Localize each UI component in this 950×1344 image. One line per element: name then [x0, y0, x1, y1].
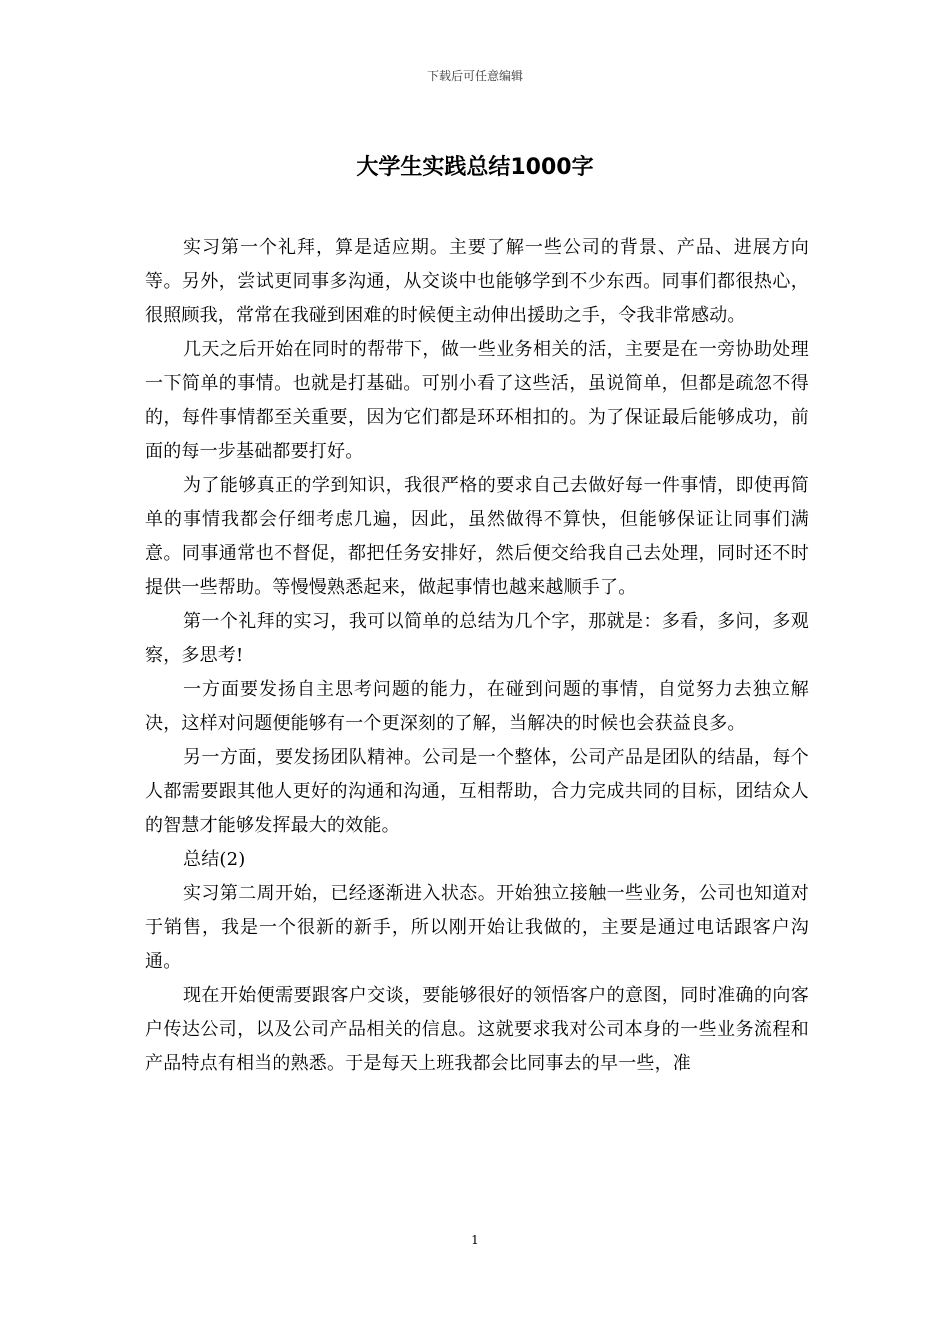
page-header: 下载后可任意编辑	[426, 69, 523, 83]
paragraph: 第一个礼拜的实习，我可以简单的总结为几个字，那就是：多看，多问，多观察，多思考!	[145, 611, 809, 666]
document-body	[145, 231, 809, 1081]
paragraph: 实习第二周开始，已经逐渐进入状态。开始独立接触一些业务，公司也知道对于销售，我是一个很新的新手，所以刚开始让我做的，主要是通过电话跟客户沟通。	[145, 883, 809, 972]
paragraph: 实习第一个礼拜，算是适应期。主要了解一些公司的背景、产品、进展方向等。另外，尝试更同事多沟通，从交谈中也能够学到不少东西。同事们都很热心，很照顾我，常常在我碰到困难的时候便主动伸出援助之手，令我非常感动。	[145, 237, 809, 326]
paragraph: 一方面要发扬自主思考问题的能力，在碰到问题的事情，自觉努力去独立解决，这样对问题便能够有一个更深刻的了解，当解决的时候也会获益良多。	[145, 679, 809, 734]
paragraph: 现在开始便需要跟客户交谈，要能够很好的领悟客户的意图，同时准确的向客户传达公司，以及公司产品相关的信息。这就要求我对公司本身的一些业务流程和产品特点有相当的熟悉。于是每天上班我都会比同事去的早一些，准	[145, 985, 809, 1074]
document-title: 大学生实践总结1000字	[356, 155, 594, 180]
paragraph: 为了能够真正的学到知识，我很严格的要求自己去做好每一件事情，即使再简单的事情我都会仔细考虑几遍，因此，虽然做得不算快，但能够保证让同事们满意。同事通常也不督促，都把任务安排好，然后便交给我自己去处理，同时还不时提供一些帮助。等慢慢熟悉起来，做起事情也越来越顺手了。	[145, 475, 809, 598]
section-heading: 总结(2)	[183, 849, 246, 870]
page-number: 1	[471, 1233, 479, 1247]
paragraph: 另一方面，要发扬团队精神。公司是一个整体，公司产品是团队的结晶，每个人都需要跟其他人更好的沟通和沟通，互相帮助，合力完成共同的目标，团结众人的智慧才能够发挥最大的效能。	[145, 747, 809, 836]
paragraph: 几天之后开始在同时的帮带下，做一些业务相关的活，主要是在一旁协助处理一下简单的事情。也就是打基础。可别小看了这些活，虽说简单，但都是疏忽不得的，每件事情都至关重要，因为它们都是环环相扣的。为了保证最后能够成功，前面的每一步基础都要打好。	[145, 339, 809, 462]
